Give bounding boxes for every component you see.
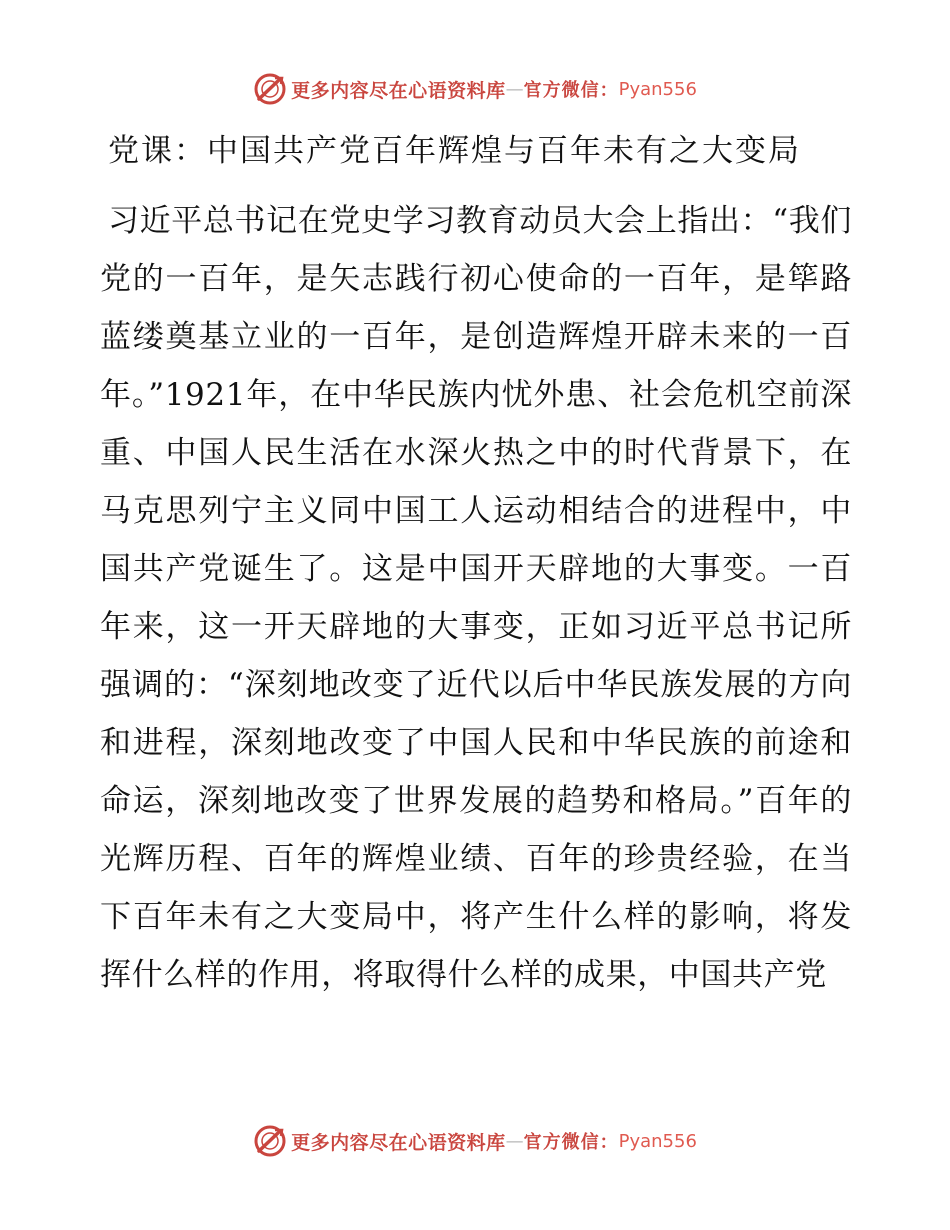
watermark-separator: — bbox=[505, 78, 524, 100]
logo-icon bbox=[253, 72, 287, 106]
watermark-id: Pyan556 bbox=[618, 78, 697, 100]
watermark-id: Pyan556 bbox=[618, 1130, 697, 1152]
watermark-text: 更多内容尽在心语资料库 bbox=[291, 1131, 506, 1154]
watermark-label: 官方微信： bbox=[523, 1132, 619, 1153]
body-paragraph: 习近平总书记在党史学习教育动员大会上指出：“我们党的一百年，是矢志践行初心使命的一百年，是筚路蓝缕奠基立业的一百年，是创造辉煌开辟未来的一百年。”1921年，在中华民族内忧外患、社会危机空前深重、中国人民生活在水深火热之中的时代背景下，在马克思列宁主义同中国工人运动相结合的进程中，中国共产党诞生了。这是中国开天辟地的大事变。一百年来，这一开天辟地的大事变，正如习近平总书记所强调的：“深刻地改变了近代以后中华民族发展的方向和进程，深刻地改变了中国人民和中华民族的前途和命运，深刻地改变了世界发展的趋势和格局。”百年的光辉历程、百年的辉煌业绩、百年的珍贵经验，在当下百年未有之大变局中，将产生什么样的影响，将发挥什么样的作用，将取得什么样的成果，中国共产党 bbox=[100, 203, 852, 993]
watermark-separator: — bbox=[505, 1130, 524, 1152]
header-watermark bbox=[0, 72, 950, 106]
watermark-text: 更多内容尽在心语资料库 bbox=[291, 79, 506, 102]
footer-watermark bbox=[0, 1124, 950, 1158]
watermark-label: 官方微信： bbox=[523, 80, 619, 101]
logo-icon bbox=[253, 1124, 287, 1158]
document-title: 党课：中国共产党百年辉煌与百年未有之大变局 bbox=[108, 133, 801, 169]
